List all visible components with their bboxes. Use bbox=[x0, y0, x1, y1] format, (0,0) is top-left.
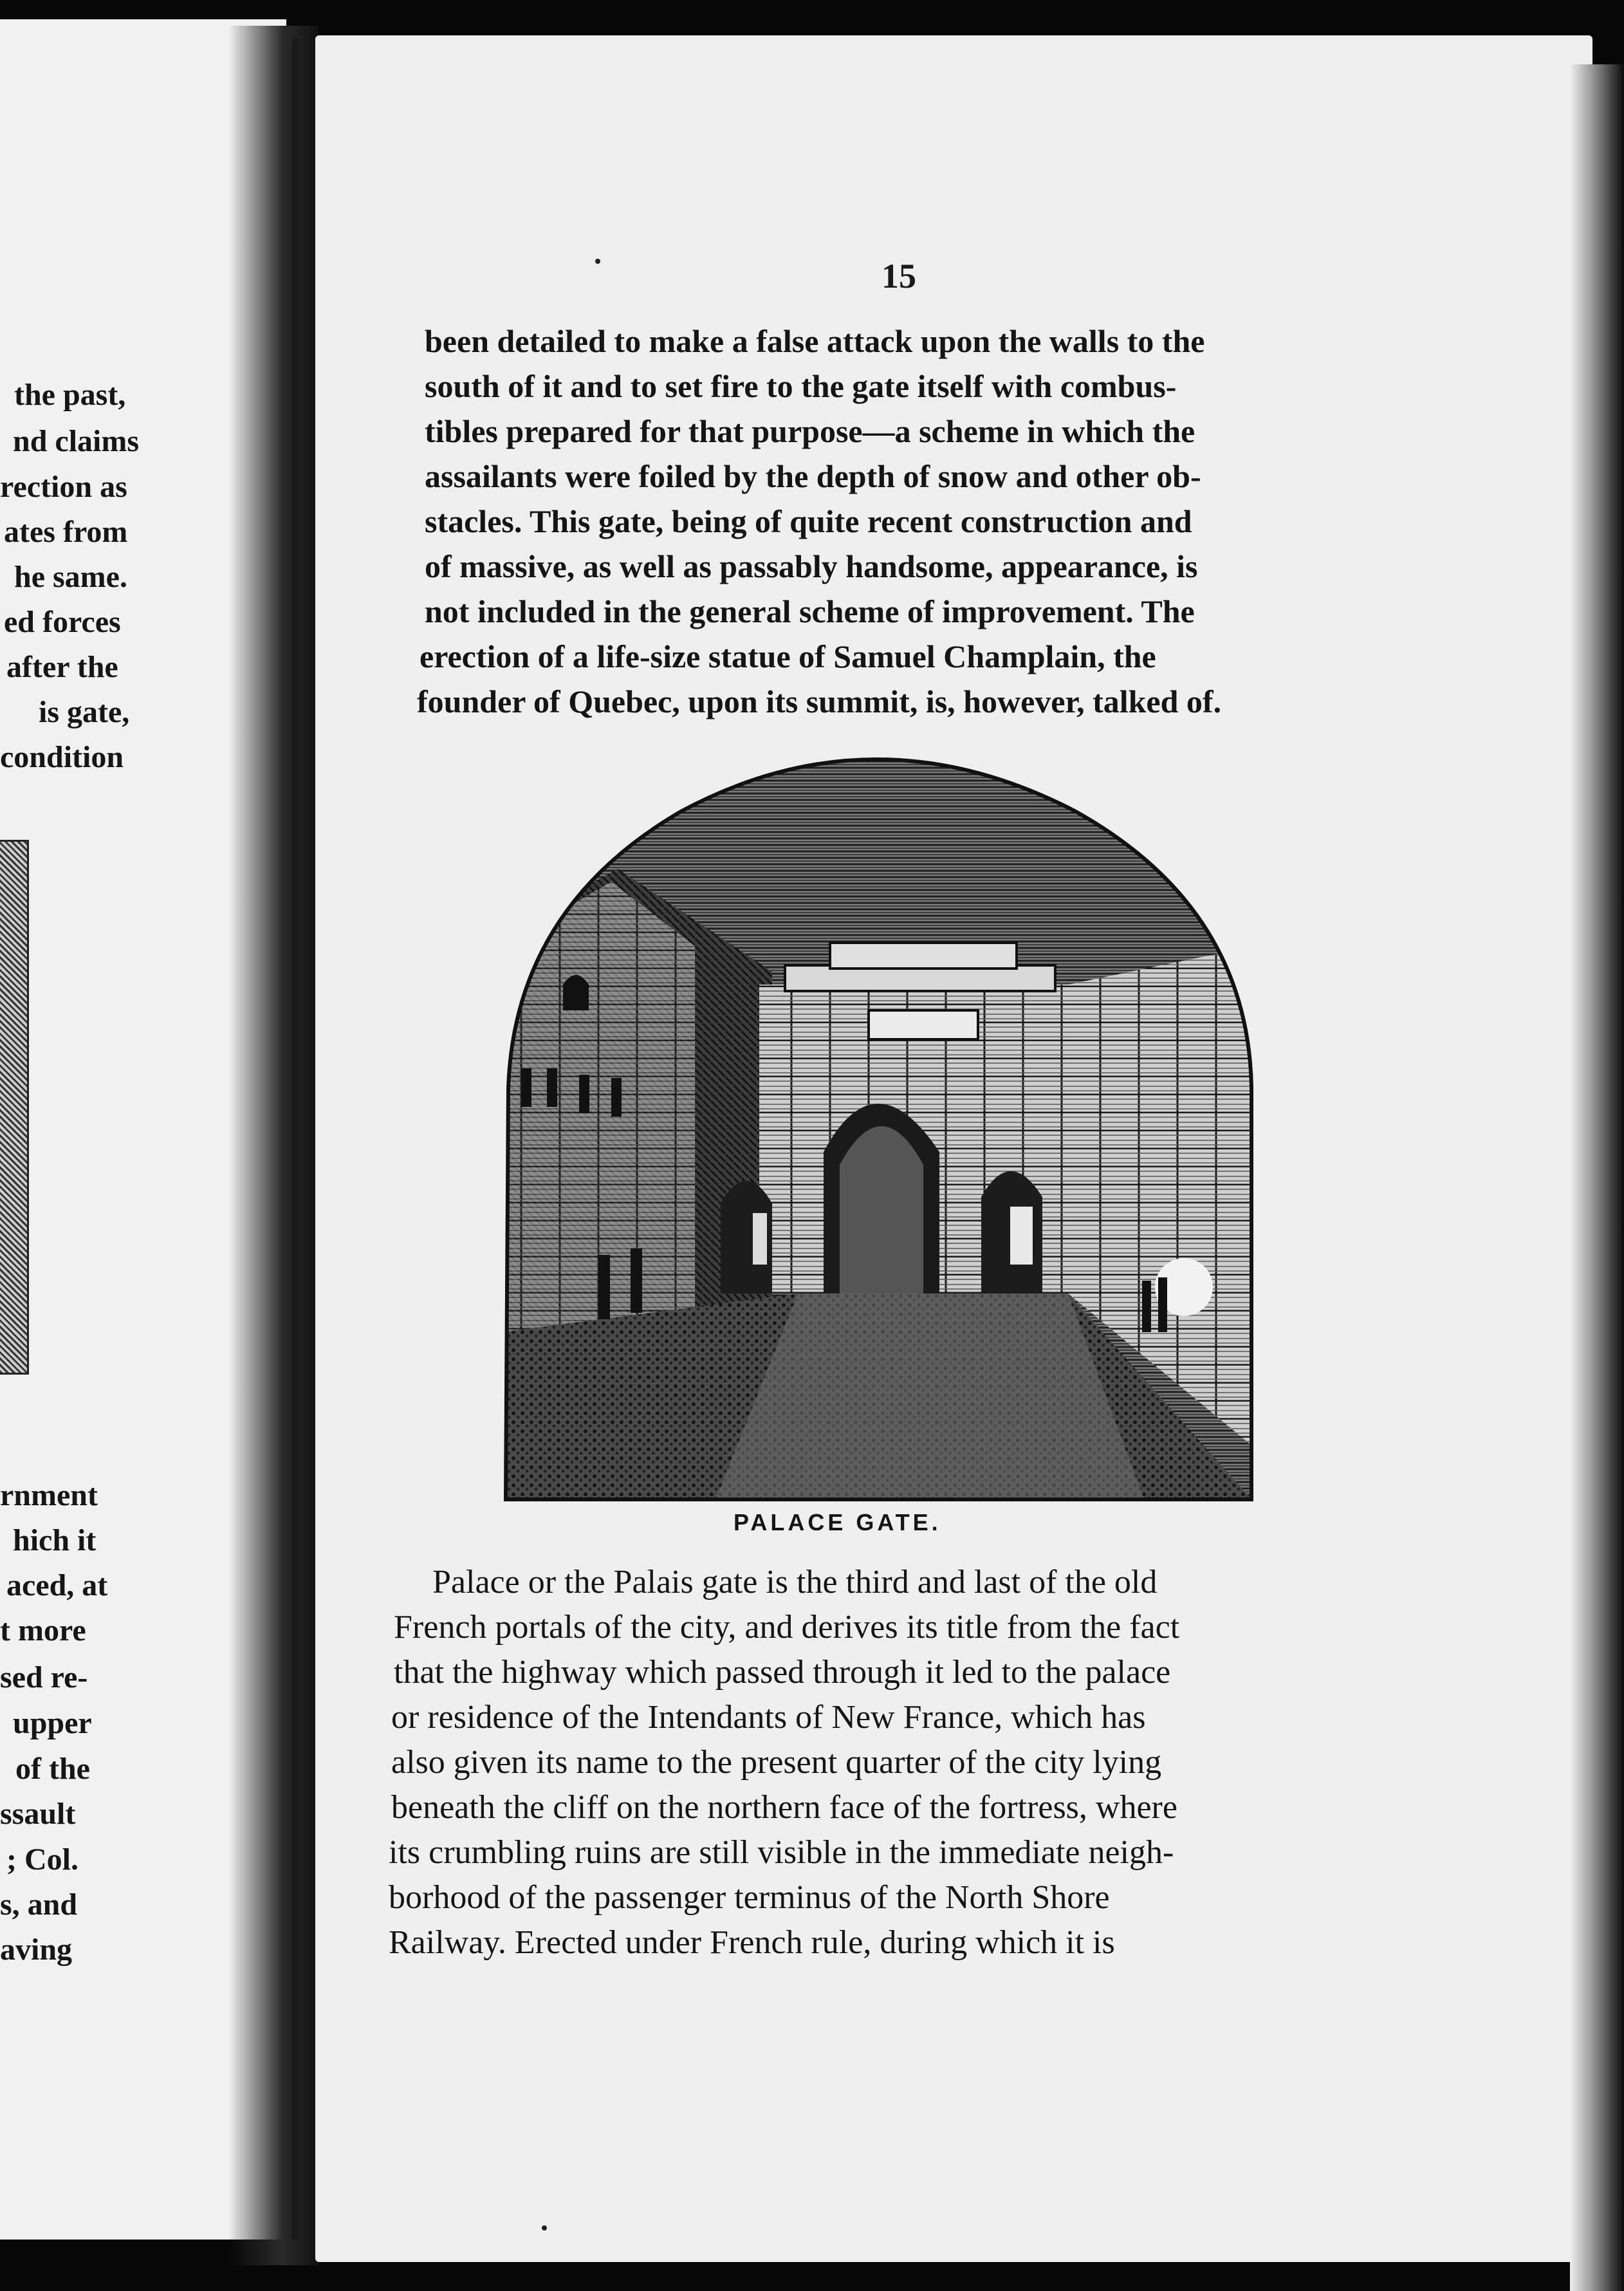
body-text-line: not included in the general scheme of improvement. The bbox=[425, 593, 1195, 629]
left-text-line: t more bbox=[0, 1613, 86, 1647]
left-text-line: nd claims bbox=[13, 424, 140, 458]
left-text-line: the past, bbox=[14, 378, 126, 412]
body-text-line: tibles prepared for that purpose—a scheme in which the bbox=[425, 413, 1195, 449]
illustration-caption: PALACE GATE. bbox=[734, 1509, 941, 1535]
left-text-line: ates from bbox=[4, 515, 128, 549]
print-speck bbox=[542, 2225, 547, 2231]
body-text-line: assailants were foiled by the depth of snow and other ob- bbox=[425, 458, 1201, 494]
body-text-line: or residence of the Intendants of New France, which has bbox=[391, 1699, 1146, 1736]
body-text-line: of massive, as well as passably handsome, appearance, is bbox=[425, 548, 1198, 584]
left-text-line: upper bbox=[13, 1706, 92, 1740]
left-text-line: he same. bbox=[14, 560, 127, 594]
left-text-line: sed re- bbox=[0, 1660, 88, 1694]
left-text-line: condition bbox=[0, 740, 124, 774]
body-text-line: Railway. Erected under French rule, during which it is bbox=[389, 1924, 1115, 1961]
gutter-shadow bbox=[228, 26, 318, 2265]
body-text-line: borhood of the passenger terminus of the North Shore bbox=[389, 1879, 1110, 1916]
page-number: 15 bbox=[881, 257, 916, 295]
print-speck bbox=[595, 259, 600, 264]
body-text-line: erection of a life-size statue of Samuel Champlain, the bbox=[420, 638, 1156, 674]
left-text-line: aving bbox=[0, 1933, 73, 1967]
page-edge-shadow bbox=[1570, 64, 1624, 2291]
left-text-line: ssault bbox=[0, 1797, 76, 1831]
body-text-line: south of it and to set fire to the gate itself with combus- bbox=[425, 368, 1177, 404]
left-text-line: hich it bbox=[13, 1523, 97, 1557]
left-illustration-fragment bbox=[0, 840, 29, 1375]
book-spine bbox=[292, 39, 299, 2240]
body-text-line: been detailed to make a false attack upon the walls to the bbox=[425, 323, 1205, 359]
left-text-line: aced, at bbox=[6, 1568, 108, 1602]
left-text-line: of the bbox=[15, 1752, 90, 1786]
left-text-line: after the bbox=[6, 650, 118, 684]
body-text-line: Palace or the Palais gate is the third and last of the old bbox=[432, 1564, 1158, 1600]
left-text-line: rnment bbox=[0, 1478, 98, 1512]
body-text-line: stacles. This gate, being of quite recent construction and bbox=[425, 503, 1192, 539]
left-text-line: rection as bbox=[0, 470, 127, 504]
left-text-line: ; Col. bbox=[6, 1842, 78, 1877]
left-text-line: ed forces bbox=[4, 605, 121, 639]
body-text-line: that the highway which passed through it led to the palace bbox=[394, 1654, 1171, 1691]
body-text-line: its crumbling ruins are still visible in the immediate neigh- bbox=[389, 1834, 1174, 1871]
body-text-line: French portals of the city, and derives its title from the fact bbox=[394, 1609, 1180, 1646]
body-text-line: also given its name to the present quarter of the city lying bbox=[391, 1744, 1162, 1781]
left-text-line: s, and bbox=[0, 1888, 78, 1922]
palace-gate-illustration bbox=[502, 753, 1255, 1503]
body-text-line: beneath the cliff on the northern face of the fortress, where bbox=[391, 1789, 1177, 1826]
body-text-line: founder of Quebec, upon its summit, is, however, talked of. bbox=[417, 683, 1222, 719]
left-text-line: is gate, bbox=[39, 695, 130, 729]
